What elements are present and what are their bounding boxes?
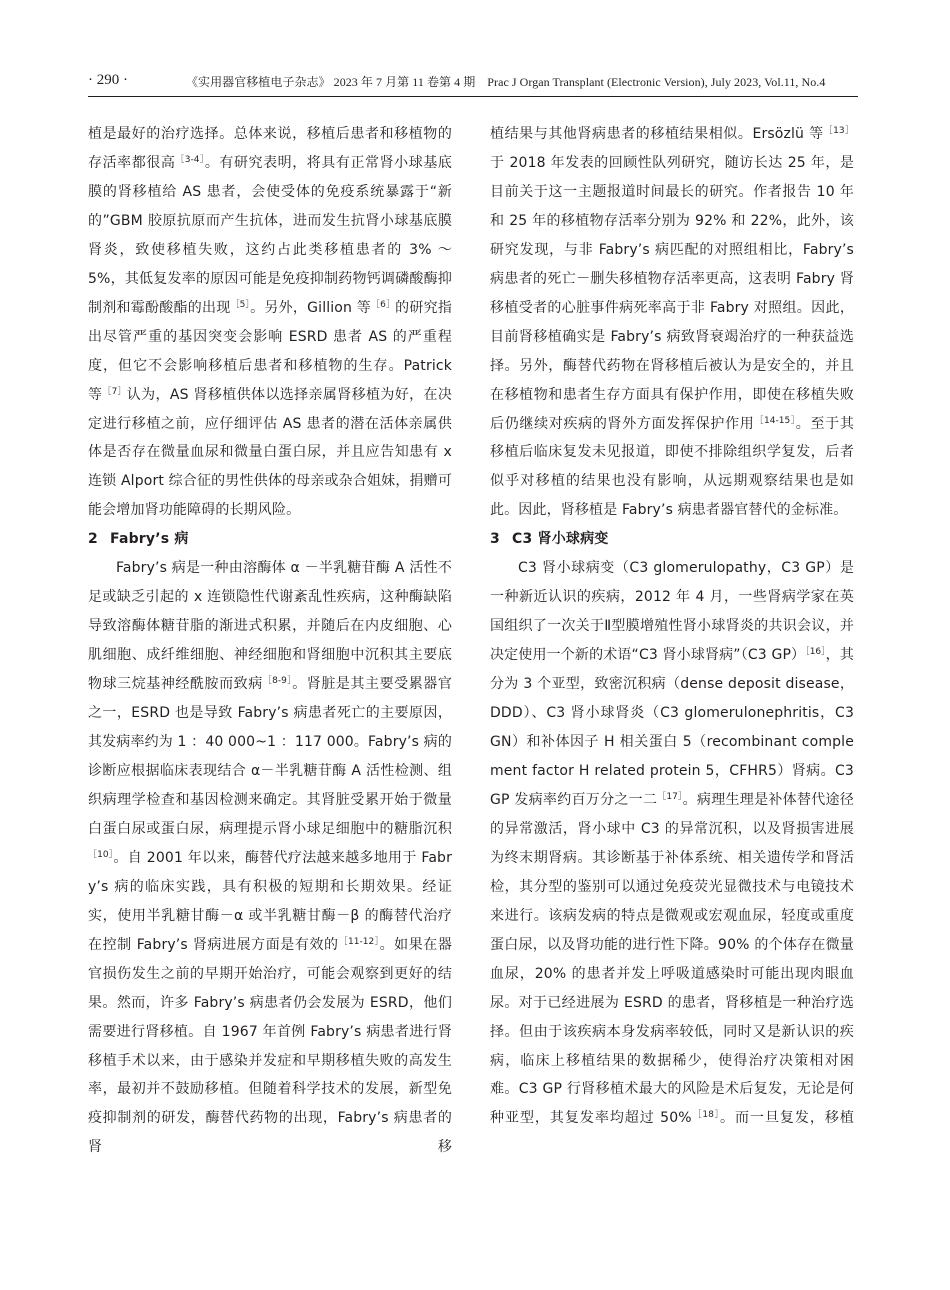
paragraph-text: C3 肾小球病变（C3 glomerulopathy，C3 GP）是一种新近认识的疾病，2012 年 4 月，一些肾病学家在英国组织了一次关于Ⅱ型膜增殖性肾小球肾炎的共识会议，并决定使用一个新的术语“C3 肾小球肾病”（C3 GP） xyxy=(490,560,854,664)
section-number: 3 xyxy=(490,531,500,548)
citation-ref: ［11-12］ xyxy=(338,936,380,947)
paragraph-text: 。肾脏是其主要受累器官之一，ESRD 也是导致 Fabry’s 病患者死亡的主要原因，其发病率约为 1 ：40 000~1 ：117 000。Fabry’s 病的诊断应根据临床表现结合 α－半乳糖苷酶 A 活性检测、组织病理学检查和基因检测来确定。其肾脏受累开始于微量白蛋白尿或蛋白尿，病理提示肾小球足细胞中的糖脂沉积 xyxy=(88,676,452,837)
citation-ref: ［6］ xyxy=(371,299,396,310)
paragraph-text: 植是最好的治疗选择。总体来说，移植后患者和移植物的存活率都很高 xyxy=(88,126,452,171)
section-heading-c3-glomerulopathy xyxy=(490,525,854,554)
section-title: Fabry’s 病 xyxy=(110,531,189,548)
paragraph-text: 。有研究表明，将具有正常肾小球基底膜的肾移植给 AS 患者，会使受体的免疫系统暴露于“新的”GBM 胶原抗原而产生抗体，进而发生抗肾小球基底膜肾炎，致使移植失败，这约占此类移植患者的 3% ～ 5%，其低复发率的原因可能是免疫抑制药物钙调磷酸酶抑制剂和霉酚酸酯的出现 xyxy=(88,154,453,316)
paragraph-text: ，其分为 3 个亚型，致密沉积病（dense deposit disease，DDD）、C3 肾小球肾炎（C3 glomerulonephritis，C3 GN）和补体因子 H 相关蛋白 5（recombinant complement factor H related protein 5，CFHR5）肾病。C3 GP 发病率约百万分之一二 xyxy=(490,647,854,808)
fabry-disease-paragraph xyxy=(88,554,452,1162)
paragraph-text: 于 2018 年发表的回顾性队列研究，随访长达 25 年，是目前关于这一主题报道时间最长的研究。作者报告 10 年和 25 年的移植物存活率分别为 92% 和 22%，此外，该研究发现，与非 Fabry’s 病匹配的对照组相比，Fabry’s 病患者的死亡－删失移植物存活率更高，这表明 Fabry 肾移植受者的心脏事件病死率高于非 Fabry 对照组。因此，目前肾移植确实是 Fabry’s 病致肾衰竭治疗的一种获益选择。另外，酶替代药物在肾移植后被认为是安全的，并且在移植物和患者生存方面具有保护作用，即使在移植失败后仍继续对疾病的肾外方面发挥保护作用 xyxy=(490,154,854,432)
alport-transplant-paragraph xyxy=(88,120,452,525)
citation-ref: ［8-9］ xyxy=(262,676,293,687)
right-column xyxy=(490,120,854,1133)
paragraph-text: 植结果与其他肾病患者的移植结果相似。Ersözlü 等 xyxy=(490,126,824,142)
paragraph-text: 。如果在器官损伤发生之前的早期开始治疗，可能会观察到更好的结果。然而，许多 Fabry’s 病患者仍会发展为 ESRD，他们需要进行肾移植。自 1967 年首例 Fabry’s 病患者进行肾移植手术以来，由于感染并发症和早期移植失败的高发生率，最初并不鼓励移植。但随着科学技术的发展，新型免疫抑制剂的研发，酶替代药物的出现，Fabry’s 病患者的肾移 xyxy=(88,936,453,1156)
paragraph-text: 认为，AS 肾移植供体以选择亲属肾移植为好，在决定进行移植之前，应仔细评估 AS 患者的潜在活体亲属供体是否存在微量血尿和微量白蛋白尿，并且应告知患有 x 连锁 Alport 综合征的男性供体的母亲或杂合姐妹，捐赠可能会增加肾功能障碍的长期风险。 xyxy=(88,386,452,519)
paragraph-text: 。至于其移植后临床复发未见报道，即使不排除组织学复发，后者似乎对移植的结果也没有影响，从远期观察结果也是如此。因此，肾移植是 Fabry’s 病患者器官替代的金标准。 xyxy=(490,415,854,519)
paragraph-text: 。病理生理是补体替代途径的异常激活，肾小球中 C3 的异常沉积，以及肾损害进展为终末期肾病。其诊断基于补体系统、相关遗传学和肾活检，其分型的鉴别可以通过免疫荧光显微技术与电镜技术来进行。该病发病的特点是微观或宏观血尿，轻度或重度蛋白尿，以及肾功能的进行性下降。90% 的个体存在微量血尿，20% 的患者并发上呼吸道感染时可能出现肉眼血尿。对于已经进展为 ESRD 的患者，肾移植是一种治疗选择。但由于该疾病本身发病率较低，同时又是新认识的疾病，临床上移植结果的数据稀少，使得治疗决策相对困难。C3 GP 行肾移植术最大的风险是术后复发，无论是何种亚型，其复发率均超过 50% xyxy=(490,791,854,1127)
paragraph-text: 。自 2001 年以来，酶替代疗法越来越多地用于 Fabry’s 病的临床实践，具有积极的短期和长期效果。经证实，使用半乳糖甘酶－α 或半乳糖甘酶－β 的酶替代治疗在控制 Fabry’s 肾病进展方面是有效的 xyxy=(88,849,452,953)
citation-ref: ［5］ xyxy=(230,299,251,310)
running-header xyxy=(88,70,858,97)
paragraph-text: 。而一旦复发，移植 xyxy=(720,1110,854,1127)
citation-ref: ［13］ xyxy=(823,126,855,136)
section-number: 2 xyxy=(88,531,98,548)
page-number: · 290 · xyxy=(88,72,128,88)
paragraph-text: Fabry’s 病是一种由溶酶体 α －半乳糖苷酶 A 活性不足或缺乏引起的 x 连锁隐性代谢紊乱性疾病，这种酶缺陷导致溶酶体糖苷脂的渐进式积累，并随后在内皮细胞、心肌细胞、成纤维细胞、神经细胞和肾细胞中沉积其主要底物球三烷基神经酰胺而致病 xyxy=(88,560,452,693)
citation-ref: ［3-4］ xyxy=(175,154,205,165)
citation-ref: ［18］ xyxy=(691,1110,721,1121)
paragraph-text: 。另外，Gillion 等 xyxy=(250,299,372,316)
paragraph-text: 的研究指出尽管严重的基因突变会影响 ESRD 患者 AS 的严重程度，但它不会影响移植后患者和移植物的生存。Patrick 等 xyxy=(88,299,452,403)
section-title: C3 肾小球病变 xyxy=(512,531,609,548)
section-heading-fabry xyxy=(88,525,452,554)
left-column xyxy=(88,120,452,1162)
fabry-transplant-outcome-paragraph xyxy=(490,120,854,525)
citation-ref: ［14-15］ xyxy=(754,415,796,426)
citation-ref: ［16］ xyxy=(805,647,826,658)
journal-citation-line: 《实用器官移植电子杂志》 2023 年 7 月第 11 卷第 4 期 Prac J Organ Transplant (Electronic Version), July 2023, Vol.11, No.4 xyxy=(186,75,826,89)
citation-ref: ［10］ xyxy=(88,849,114,860)
citation-ref: ［17］ xyxy=(657,791,683,802)
c3-glomerulopathy-paragraph xyxy=(490,554,854,1133)
citation-ref: ［7］ xyxy=(102,386,127,397)
